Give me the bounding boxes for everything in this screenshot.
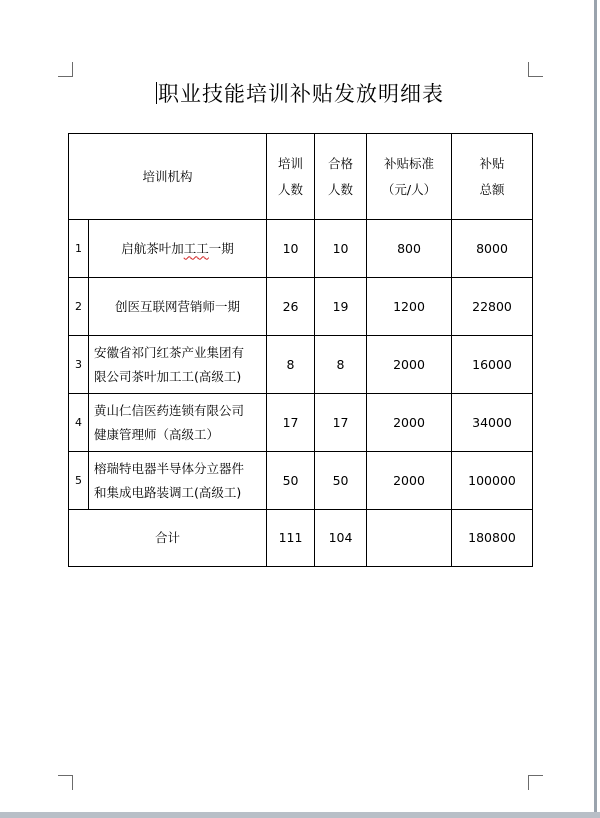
qualified-cell[interactable]: 50 xyxy=(315,452,367,510)
institution-line2: 限公司茶叶加工工(高级工) xyxy=(94,368,242,384)
crop-mark-top-right xyxy=(528,62,543,77)
total-qualified[interactable]: 104 xyxy=(315,510,367,567)
standard-cell[interactable]: 2000 xyxy=(367,452,452,510)
header-trainees[interactable] xyxy=(267,134,315,220)
bottom-strip xyxy=(0,812,600,818)
total-row xyxy=(69,510,533,567)
header-total-line2: 总额 xyxy=(479,181,505,197)
header-standard-line1: 补贴标准 xyxy=(384,155,435,171)
institution-line2: 健康管理师（高级工） xyxy=(94,426,220,442)
institution-cell[interactable] xyxy=(89,394,267,452)
table-row xyxy=(69,336,533,394)
spellcheck-underlined-text: 工工 xyxy=(183,240,209,256)
qualified-cell[interactable]: 19 xyxy=(315,278,367,336)
total-trainees[interactable]: 111 xyxy=(267,510,315,567)
row-index[interactable]: 5 xyxy=(69,452,89,510)
total-cell[interactable]: 22800 xyxy=(452,278,533,336)
header-row xyxy=(69,134,533,220)
institution-cell[interactable] xyxy=(89,452,267,510)
institution-line2: 和集成电路装调工(高级工) xyxy=(94,484,242,500)
header-total-line1: 补贴 xyxy=(479,155,505,171)
row-index[interactable]: 1 xyxy=(69,220,89,278)
institution-text: 启航茶叶加 xyxy=(121,240,184,256)
institution-cell[interactable]: 创医互联网营销师一期 xyxy=(89,278,267,336)
header-qualified-line2: 人数 xyxy=(328,181,354,197)
qualified-cell[interactable]: 10 xyxy=(315,220,367,278)
standard-cell[interactable]: 1200 xyxy=(367,278,452,336)
trainees-cell[interactable]: 50 xyxy=(267,452,315,510)
institution-line1: 安徽省祁门红茶产业集团有 xyxy=(94,344,245,360)
trainees-cell[interactable]: 17 xyxy=(267,394,315,452)
header-trainees-line1: 培训 xyxy=(278,155,304,171)
standard-cell[interactable]: 800 xyxy=(367,220,452,278)
header-total[interactable] xyxy=(452,134,533,220)
document-title[interactable] xyxy=(0,78,600,108)
standard-cell[interactable]: 2000 xyxy=(367,394,452,452)
trainees-cell[interactable]: 10 xyxy=(267,220,315,278)
header-qualified[interactable] xyxy=(315,134,367,220)
total-amount[interactable]: 180800 xyxy=(452,510,533,567)
standard-cell[interactable]: 2000 xyxy=(367,336,452,394)
table-row xyxy=(69,220,533,278)
institution-cell[interactable] xyxy=(89,336,267,394)
trainees-cell[interactable]: 8 xyxy=(267,336,315,394)
header-standard[interactable] xyxy=(367,134,452,220)
institution-text-suffix: 一期 xyxy=(208,240,234,256)
total-cell[interactable]: 16000 xyxy=(452,336,533,394)
qualified-cell[interactable]: 8 xyxy=(315,336,367,394)
document-title-text[interactable]: 职业技能培训补贴发放明细表 xyxy=(158,82,444,106)
table-row xyxy=(69,452,533,510)
institution-line1: 黄山仁信医药连锁有限公司 xyxy=(94,402,245,418)
subsidy-table xyxy=(68,133,533,567)
header-trainees-line2: 人数 xyxy=(278,181,304,197)
total-cell[interactable]: 34000 xyxy=(452,394,533,452)
header-qualified-line1: 合格 xyxy=(328,155,354,171)
row-index[interactable]: 2 xyxy=(69,278,89,336)
crop-mark-top-left xyxy=(58,62,73,77)
qualified-cell[interactable]: 17 xyxy=(315,394,367,452)
crop-mark-bottom-left xyxy=(58,775,73,790)
total-standard[interactable] xyxy=(367,510,452,567)
total-label[interactable]: 合计 xyxy=(69,510,267,567)
crop-mark-bottom-right xyxy=(528,775,543,790)
table-row xyxy=(69,278,533,336)
row-index[interactable]: 4 xyxy=(69,394,89,452)
total-cell[interactable]: 100000 xyxy=(452,452,533,510)
header-institution[interactable]: 培训机构 xyxy=(69,134,267,220)
text-cursor xyxy=(156,82,157,104)
institution-line1: 榕瑞特电器半导体分立器件 xyxy=(94,460,245,476)
header-standard-line2: （元/人） xyxy=(381,181,437,197)
row-index[interactable]: 3 xyxy=(69,336,89,394)
table-row xyxy=(69,394,533,452)
trainees-cell[interactable]: 26 xyxy=(267,278,315,336)
institution-cell[interactable] xyxy=(89,220,267,278)
total-cell[interactable]: 8000 xyxy=(452,220,533,278)
